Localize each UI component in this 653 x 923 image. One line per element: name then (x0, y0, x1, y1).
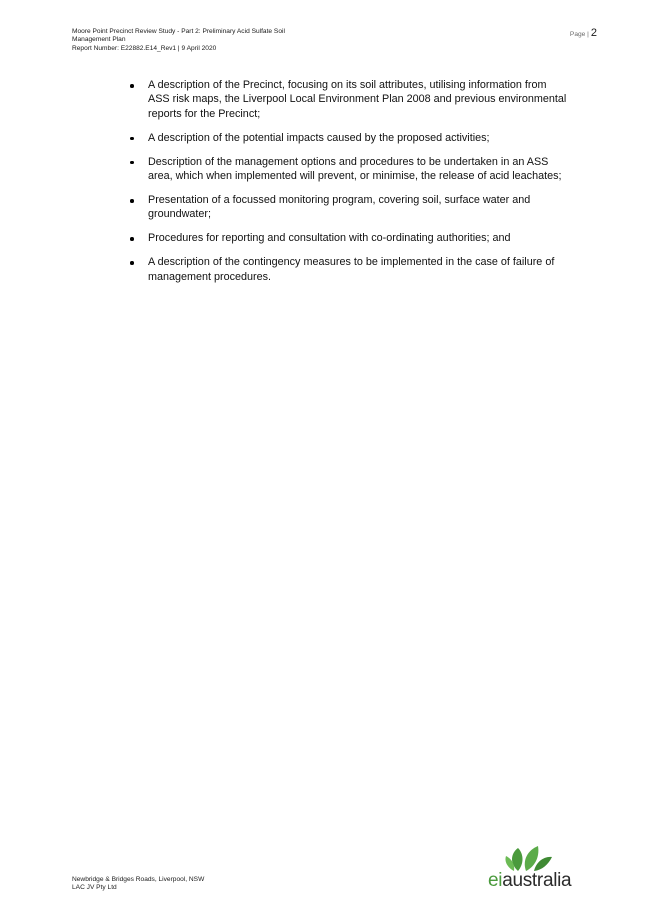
bullet-list (127, 78, 582, 284)
page-number-value: 2 (590, 27, 597, 39)
body-content (127, 78, 582, 293)
bullet-text-line: Presentation of a focussed monitoring program, covering soil, surface water and (148, 193, 531, 206)
page-label: Page | (569, 31, 589, 38)
footer-address: Newbridge & Bridges Roads, Liverpool, NSW (72, 876, 205, 883)
bullet-text-line: A description of the Precinct, focusing on its soil attributes, utilising information from (148, 79, 547, 91)
list-item (127, 231, 582, 245)
page-header (72, 28, 332, 53)
logo-australia-text: australia (502, 870, 572, 891)
bullet-text-line: ASS risk maps, the Liverpool Local Environment Plan 2008 and previous environmental (148, 93, 567, 106)
bullet-dot-icon (130, 137, 134, 141)
bullet-text-line: groundwater; (148, 208, 212, 221)
ei-australia-logo (488, 842, 600, 894)
bullet-dot-icon (130, 199, 134, 203)
report-title-line2: Management Plan (72, 36, 126, 44)
page-footer (72, 876, 204, 893)
bullet-dot-icon (130, 84, 134, 88)
report-title-line1: Moore Point Precinct Review Study - Part 2: Preliminary Acid Sulfate Soil (72, 28, 285, 35)
bullet-dot-icon (130, 237, 134, 241)
footer-company: LAC JV Pty Ltd (72, 884, 117, 892)
logo-wordmark (488, 870, 571, 892)
list-item (127, 155, 582, 184)
list-item (127, 193, 582, 222)
bullet-text-line: management procedures. (148, 270, 272, 283)
report-number: Report Number: E22882.E14_Rev1 | 9 April 2020 (72, 44, 217, 52)
logo-ei-text: ei (488, 870, 503, 891)
page-number (570, 27, 597, 39)
bullet-text-line: A description of the contingency measures to be implemented in the case of failure of (148, 256, 555, 269)
bullet-dot-icon (130, 261, 134, 265)
bullet-text-line: Procedures for reporting and consultation with co-ordinating authorities; and (148, 232, 511, 245)
bullet-text-line: reports for the Precinct; (148, 107, 261, 120)
list-item (127, 255, 582, 284)
bullet-text-line: area, which when implemented will prevent, or minimise, the release of acid leachates; (148, 170, 562, 183)
list-item (127, 131, 582, 145)
leaf-icon (488, 842, 600, 872)
bullet-dot-icon (130, 161, 134, 165)
list-item (127, 78, 582, 121)
bullet-text-line: Description of the management options and procedures to be undertaken in an ASS (148, 155, 549, 168)
bullet-text-line: A description of the potential impacts caused by the proposed activities; (148, 131, 490, 144)
